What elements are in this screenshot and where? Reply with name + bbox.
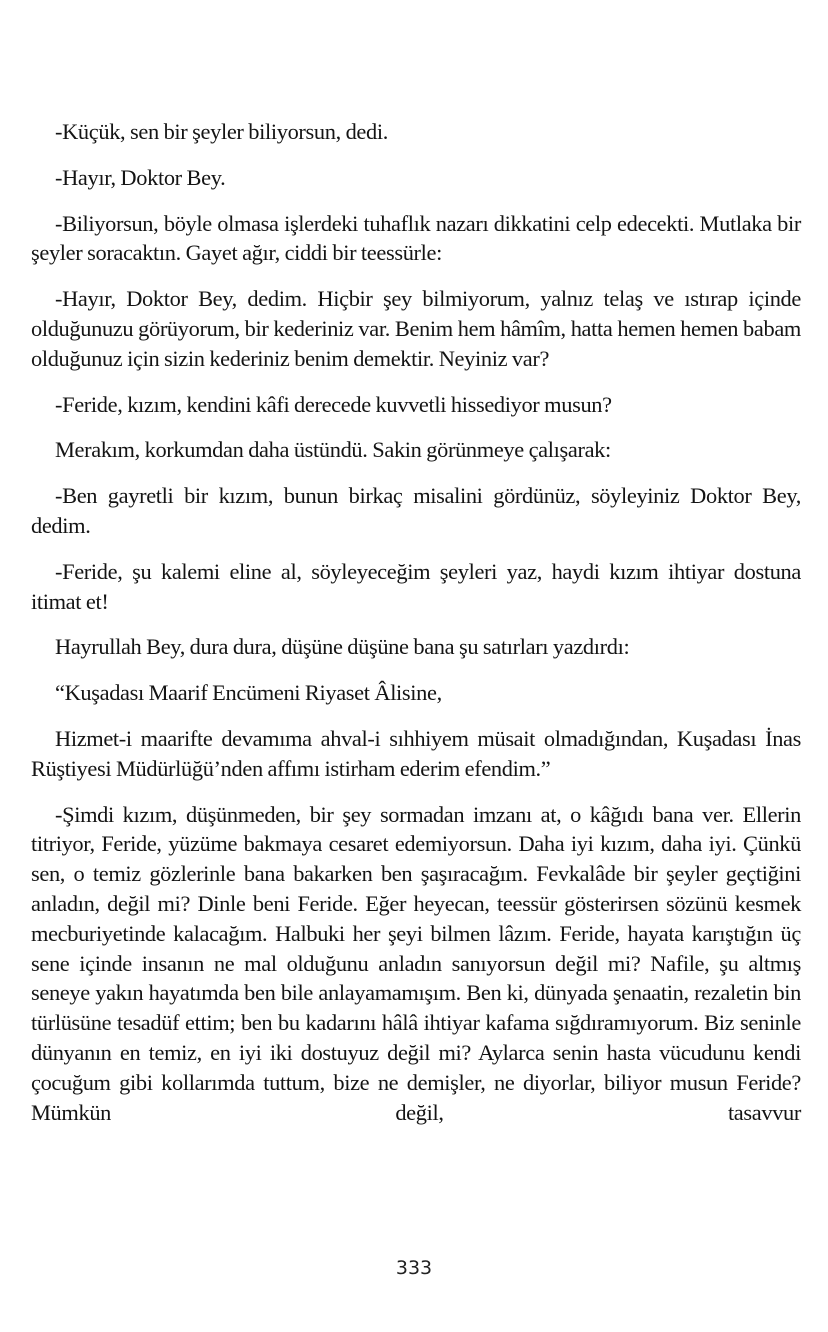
paragraph-8: -Feride, şu kalemi eline al, söyleyeceğim şeyleri yaz, haydi kızım ihtiyar dostuna itimat et! <box>31 558 801 614</box>
paragraph-10: “Kuşadası Maarif Encümeni Riyaset Âlisine, <box>55 680 442 706</box>
paragraph-12: -Şimdi kızım, düşünmeden, bir şey sormadan imzanı at, o kâğıdı bana ver. Ellerin titriyor, Feride, yüzüme bakmaya cesaret edemiyorsun. Daha iyi kızım, daha iyi. Çünkü sen, o temiz gözlerinle bana bakarken ben şaşıracağım. Fevkalâde bir şeyler geçtiğini anladın, değil mi? Dinle beni Feride. Eğer heyecan, teessür gösterirsen sözünü kesmek mecburiyetinde kalacağım. Halbuki her şeyi bilmen lâzım. Feride, hayata karıştığın üç sene içinde insanın ne mal olduğunu anladın sanıyorsun değil mi? Nafile, şu altmış seneye yakın hayatımda ben bile anlayamamışım. Ben ki, dünyada şenaatin, rezaletin bin türlüsüne tesadüf ettim; ben bu kadarını hâlâ ihtiyar kafama sığdıramıyorum. Biz seninle dünyanın en temiz, en iyi iki dostuyuz değil mi? Aylarca senin hasta vücudunu kendi çocuğum gibi kollarımda tuttum, bize ne demişler, ne diyorlar, biliyor musun Feride? Mümkün değil, tasavvur <box>31 801 801 1125</box>
paragraph-4: -Hayır, Doktor Bey, dedim. Hiçbir şey bilmiyorum, yalnız telaş ve ıstırap içinde olduğunuzu görüyorum, bir kederiniz var. Benim hem hâmîm, hatta hemen hemen babam olduğunuz için sizin kederiniz benim demektir. Neyiniz var? <box>31 286 801 371</box>
paragraph-9: Hayrullah Bey, dura dura, düşüne düşüne bana şu satırları yazdırdı: <box>55 634 630 660</box>
paragraph-1: -Küçük, sen bir şeyler biliyorsun, dedi. <box>55 119 388 144</box>
paragraph-5: -Feride, kızım, kendini kâfi derecede kuvvetli hissediyor musun? <box>55 391 612 417</box>
page-number: 333 <box>395 1257 433 1279</box>
paragraph-7: -Ben gayretli bir kızım, bunun birkaç misalini gördünüz, söyleyiniz Doktor Bey, dedim. <box>31 483 801 538</box>
book-page-body <box>31 117 801 1143</box>
paragraph-6: Merakım, korkumdan daha üstündü. Sakin görünmeye çalışarak: <box>55 437 611 463</box>
paragraph-2: -Hayır, Doktor Bey. <box>55 164 226 190</box>
paragraph-3: -Biliyorsun, böyle olmasa işlerdeki tuhaflık nazarı dikkatini celp edecekti. Mutlaka bir şeyler soracaktın. Gayet ağır, ciddi bir teessürle: <box>31 210 801 266</box>
paragraph-11: Hizmet-i maarifte devamıma ahval-i sıhhiyem müsait olmadığından, Kuşadası İnas Rüştiyesi Müdürlüğü’nden affımı istirham ederim efendim.” <box>31 725 801 781</box>
